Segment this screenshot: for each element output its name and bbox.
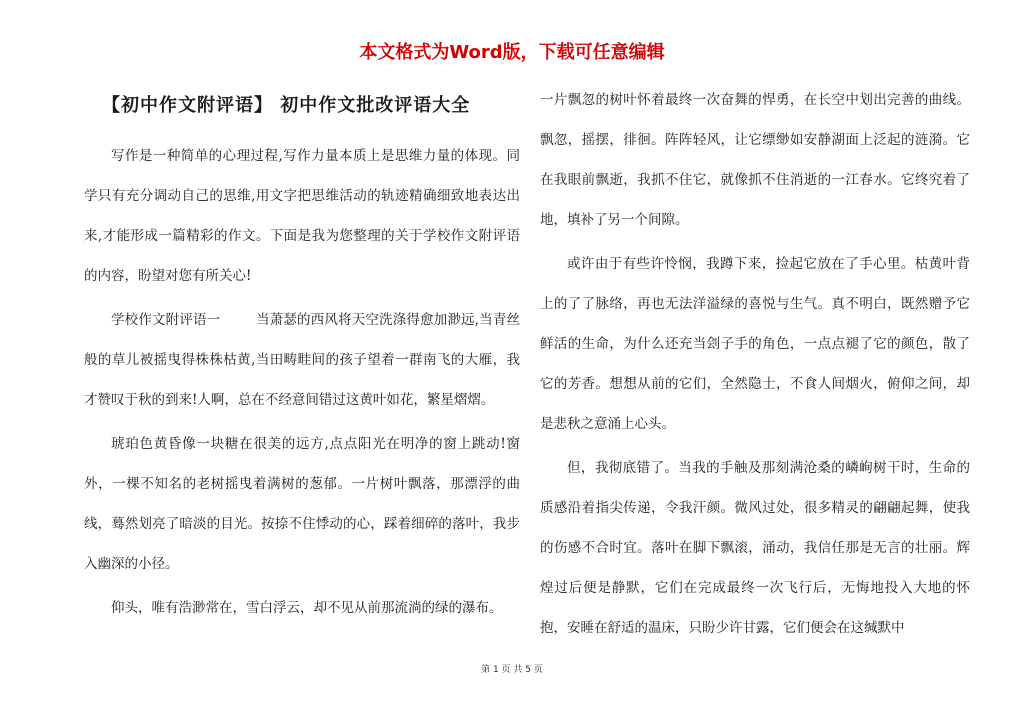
paragraph: 仰头，唯有浩渺常在，雪白浮云，却不见从前那流淌的绿的瀑布。 <box>111 600 503 616</box>
page-title: 【初中作文附评语】 初中作文批改评语大全 <box>102 95 471 116</box>
paragraph: 但，我彻底错了。当我的手触及那刻满沧桑的嶙峋树干时，生命的质感沿着指尖传递，令我汗颜。微风过处，很多精灵的翩翩起舞，使我的伤感不合时宜。落叶在脚下飘滚，涌动，我信任那是无言的壮丽。辉煌过后便是静默，它们在完成最终一次飞行后，无悔地投入大地的怀抱，安睡在舒适的温床，只盼少许甘露，它们便会在这缄默中 <box>540 460 970 636</box>
left-column <box>84 80 520 632</box>
right-column <box>540 80 970 652</box>
paragraph: 一片飘忽的树叶怀着最终一次奋舞的悍勇，在长空中划出完善的曲线。飘忽，摇摆，徘徊。阵阵轻风，让它缥缈如安静湖面上泛起的涟漪。它在我眼前飘逝，我抓不住它，就像抓不住消逝的一江春水。它终究着了地，填补了另一个间隙。 <box>540 92 970 228</box>
paragraph: 琥珀色黄昏像一块糖在很美的远方,点点阳光在明净的窗上跳动!窗外，一棵不知名的老树摇曳着满树的葱郁。一片树叶飘落，那漂浮的曲线，蓦然划亮了暗淡的目光。按捺不住悸动的心，踩着细碎的落叶，我步入幽深的小径。 <box>84 436 520 572</box>
paragraph: 学校作文附评语一 当萧瑟的西风将天空洗涤得愈加渺远,当青丝般的草儿被摇曳得株株枯黄,当田畴畦间的孩子望着一群南飞的大雁，我才赞叹于秋的到来!人啊，总在不经意间错过这黄叶如花，繁星熠熠。 <box>84 312 520 408</box>
download-banner: 本文格式为Word版，下载可任意编辑 <box>359 42 665 63</box>
page-number: 第 1 页 共 5 页 <box>481 665 543 675</box>
paragraph: 或许由于有些许怜悯，我蹲下来，捡起它放在了手心里。枯黄叶背上的了了脉络，再也无法洋溢绿的喜悦与生气。真不明白，既然赠予它鲜活的生命，为什么还充当刽子手的角色，一点点褪了它的颜色，散了它的芳香。想想从前的它们，全然隐士，不食人间烟火，俯仰之间，却是悲秋之意涌上心头。 <box>540 256 970 432</box>
paragraph: 写作是一种简单的心理过程,写作力量本质上是思维力量的体现。同学只有充分调动自己的思维,用文字把思维活动的轨迹精确细致地表达出来,才能形成一篇精彩的作文。下面是我为您整理的关于学校作文附评语的内容，盼望对您有所关心! <box>84 148 520 284</box>
